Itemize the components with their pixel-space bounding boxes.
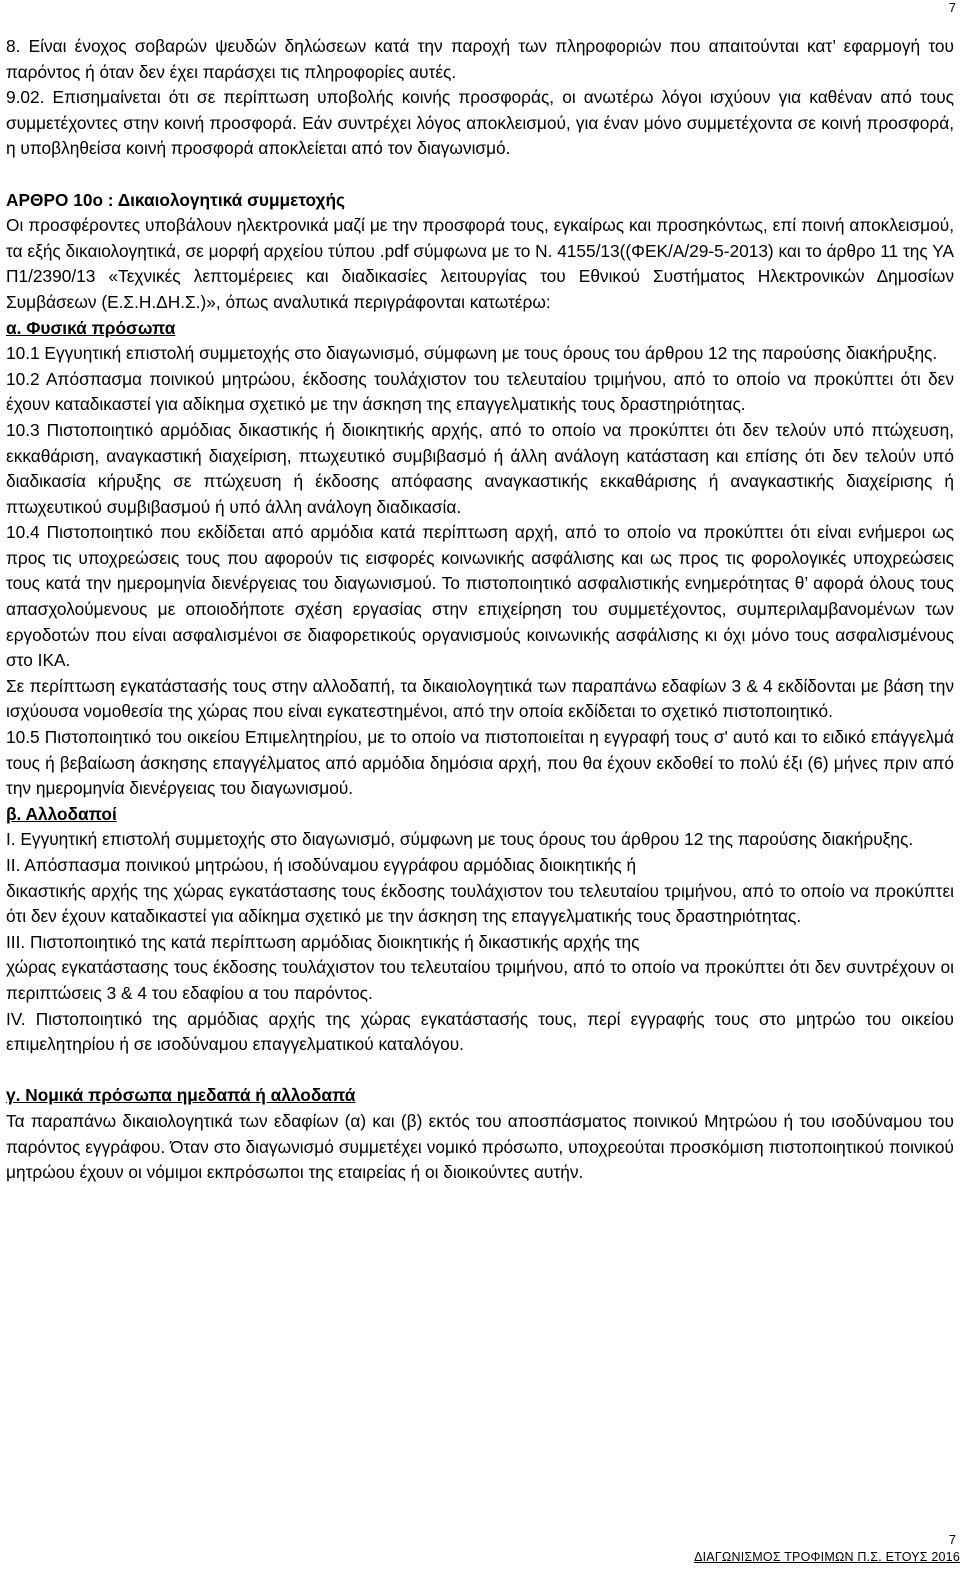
item-10-5: 10.5 Πιστοποιητικό του οικείου Επιμελητηρίου, με το οποίο να πιστοποιείται η εγγραφή τους σ' αυτό και το ειδικό επάγγελμά τους ή βεβαίωση άσκησης επαγγέλματος από αρμόδια δημόσια αρχή, που θα έχουν εκδοθεί το πολύ έξι (6) μήνες πριν από την ημερομηνία διενέργειας του διαγωνισμού.	[6, 727, 954, 799]
page-number-bottom: 7	[948, 1532, 956, 1547]
item-IV: ΙV. Πιστοποιητικό της αρμόδιας αρχής της χώρας εγκατάστασής τους, περί εγγραφής τους στο μητρώο του οικείου επιμελητηρίου ή σε ισοδύναμου επαγγελματικού καταλόγου.	[6, 1008, 954, 1055]
article-10-heading: ΑΡΘΡΟ 10ο : Δικαιολογητικά συμμετοχής	[6, 189, 345, 210]
section-b-heading: β. Αλλοδαποί	[6, 803, 117, 824]
item-10-3: 10.3 Πιστοποιητικό αρμόδιας δικαστικής ή διοικητικής αρχής, από το οποίο να προκύπτει ότι δεν τελούν υπό πτώχευση, εκκαθάριση, αναγκαστική διαχείριση, πτωχευτικό συμβιβασμό ή άλλη ανάλογη κατάσταση και επίσης ότι δεν τελούν υπό διαδικασία κήρυξης σε πτώχευση ή έκδοσης απόφασης αναγκαστικής εκκαθάρισης ή αναγκαστικής διαχείρισης ή πτωχευτικού συμβιβασμού ή υπό άλλη ανάλογη διαδικασία.	[6, 419, 954, 517]
article-10-intro: Οι προσφέροντες υποβάλουν ηλεκτρονικά μαζί με την προσφορά τους, εγκαίρως και προσηκόντως, επί ποινή αποκλεισμού, τα εξής δικαιολογητικά, σε μορφή αρχείου τύπου .pdf σύμφωνα με το Ν. 4155/13((ΦΕΚ/Α/29-5-2013) και το άρθρο 11 της ΥΑ Π1/2390/13 «Τεχνικές λεπτομέρειες και διαδικασίες λειτουργίας του Εθνικού Συστήματος Ηλεκτρονικών Δημοσίων Συμβάσεων (Ε.Σ.Η.ΔΗ.Σ.)», όπως αναλυτικά περιγράφονται κατωτέρω:	[6, 215, 954, 312]
page-number-top: 7	[948, 0, 956, 15]
spacer	[6, 1058, 954, 1084]
item-II-first-line: ΙΙ. Απόσπασμα ποινικού μητρώου, ή ισοδύναμου εγγράφου αρμόδιας διοικητικής ή	[6, 855, 637, 875]
item-10-4: 10.4 Πιστοποιητικό που εκδίδεται από αρμόδια κατά περίπτωση αρχή, από το οποίο να προκύπτει ότι είναι ενήμεροι ως προς τις υποχρεώσεις τους που αφορούν τις εισφορές κοινωνικής ασφάλισης και ως προς τις φορολογικές υποχρεώσεις τους κατά την ημερομηνία διενέργειας του διαγωνισμού. Το πιστοποιητικό ασφαλιστικής ενημερότητας θ’ αφορά όλους τους απασχολούμενους με οποιοδήποτε σχέση εργασίας στην επιχείρηση του συμμετέχοντος, συμπεριλαμβανομένων των εργοδοτών που είναι ασφαλισμένοι σε διαφορετικούς οργανισμούς κοινωνικής ασφάλισης κι όχι μόνο τους ασφαλισμένους στο ΙΚΑ.	[6, 522, 954, 671]
item-II-continued: δικαστικής αρχής της χώρας εγκατάστασης τους έκδοσης τουλάχιστον του τελευταίου τριμήνου, από το οποίο να προκύπτει ότι δεν έχουν καταδικαστεί για αδίκημα σχετικό με την άσκηση της επαγγελματικής τους δραστηριότητας.	[6, 880, 954, 927]
paragraph-8: 8. Είναι ένοχος σοβαρών ψευδών δηλώσεων κατά την παροχή των πληροφοριών που απαιτούνται κατ’ εφαρμογή του παρόντος ή όταν δεν έχει παράσχει τις πληροφορίες αυτές.	[6, 36, 954, 82]
section-c-heading: γ. Νομικά πρόσωπα ημεδαπά ή αλλοδαπά	[6, 1085, 356, 1106]
paragraph-9-02: 9.02. Επισημαίνεται ότι σε περίπτωση υποβολής κοινής προσφοράς, οι ανωτέρω λόγοι ισχύουν για καθέναν από τους συμμετέχοντες στην κοινή προσφορά. Εάν συντρέχει λόγος αποκλεισμού, για έναν μόνο συμμετέχοντα σε κοινή προσφορά, η υποβληθείσα κοινή προσφορά αποκλείεται από τον διαγωνισμό.	[6, 87, 954, 159]
footer-title: ΔΙΑΓΩΝΙΣΜΟΣ ΤΡΟΦΙΜΩΝ Π.Σ. ΕΤΟΥΣ 2016	[694, 1550, 960, 1564]
spacer	[6, 162, 954, 188]
item-10-4-note: Σε περίπτωση εγκατάστασής τους στην αλλοδαπή, τα δικαιολογητικά των παραπάνω εδαφίων 3 & 4 εκδίδονται με βάση την ισχύουσα νομοθεσία της χώρας που είναι εγκατεστημένοι, από την οποία εκδίδεται το σχετικό πιστοποιητικό.	[6, 675, 954, 722]
item-III-first-line: ΙΙΙ. Πιστοποιητικό της κατά περίπτωση αρμόδιας διοικητικής ή δικαστικής αρχής της	[6, 931, 640, 952]
item-10-1: 10.1 Εγγυητική επιστολή συμμετοχής στο διαγωνισμό, σύμφωνη με τους όρους του άρθρου 12 της παρούσης διακήρυξης.	[6, 343, 938, 364]
item-III-continued: χώρας εγκατάστασης τους έκδοσης τουλάχιστον του τελευταίου τριμήνου, από το οποίο να προκύπτει ότι δεν συντρέχουν οι περιπτώσεις 3 & 4 του εδαφίου α του παρόντος.	[6, 957, 954, 1003]
section-c-text: Τα παραπάνω δικαιολογητικά των εδαφίων (α) και (β) εκτός του αποσπάσματος ποινικού Μητρώου ή του ισοδύναμου του παρόντος εγγράφου. Όταν στο διαγωνισμό συμμετέχει νομικό πρόσωπο, υποχρεούται προσκόμιση πιστοποιητικού ποινικού μητρώου έχουν οι νόμιμοι εκπρόσωποι της εταιρείας ή οι διοικούντες αυτήν.	[6, 1110, 954, 1183]
document-body	[6, 34, 954, 1186]
item-I: Ι. Εγγυητική επιστολή συμμετοχής στο διαγωνισμό, σύμφωνη με τους όρους του άρθρου 12 της παρούσης διακήρυξης.	[6, 829, 914, 850]
section-a-heading: α. Φυσικά πρόσωπα	[6, 317, 176, 338]
item-10-2: 10.2 Απόσπασμα ποινικού μητρώου, έκδοσης τουλάχιστον του τελευταίου τριμήνου, από το οποίο να προκύπτει ότι δεν έχουν καταδικαστεί για αδίκημα σχετικό με την άσκηση της επαγγελματικής τους δραστηριότητας.	[6, 368, 954, 415]
